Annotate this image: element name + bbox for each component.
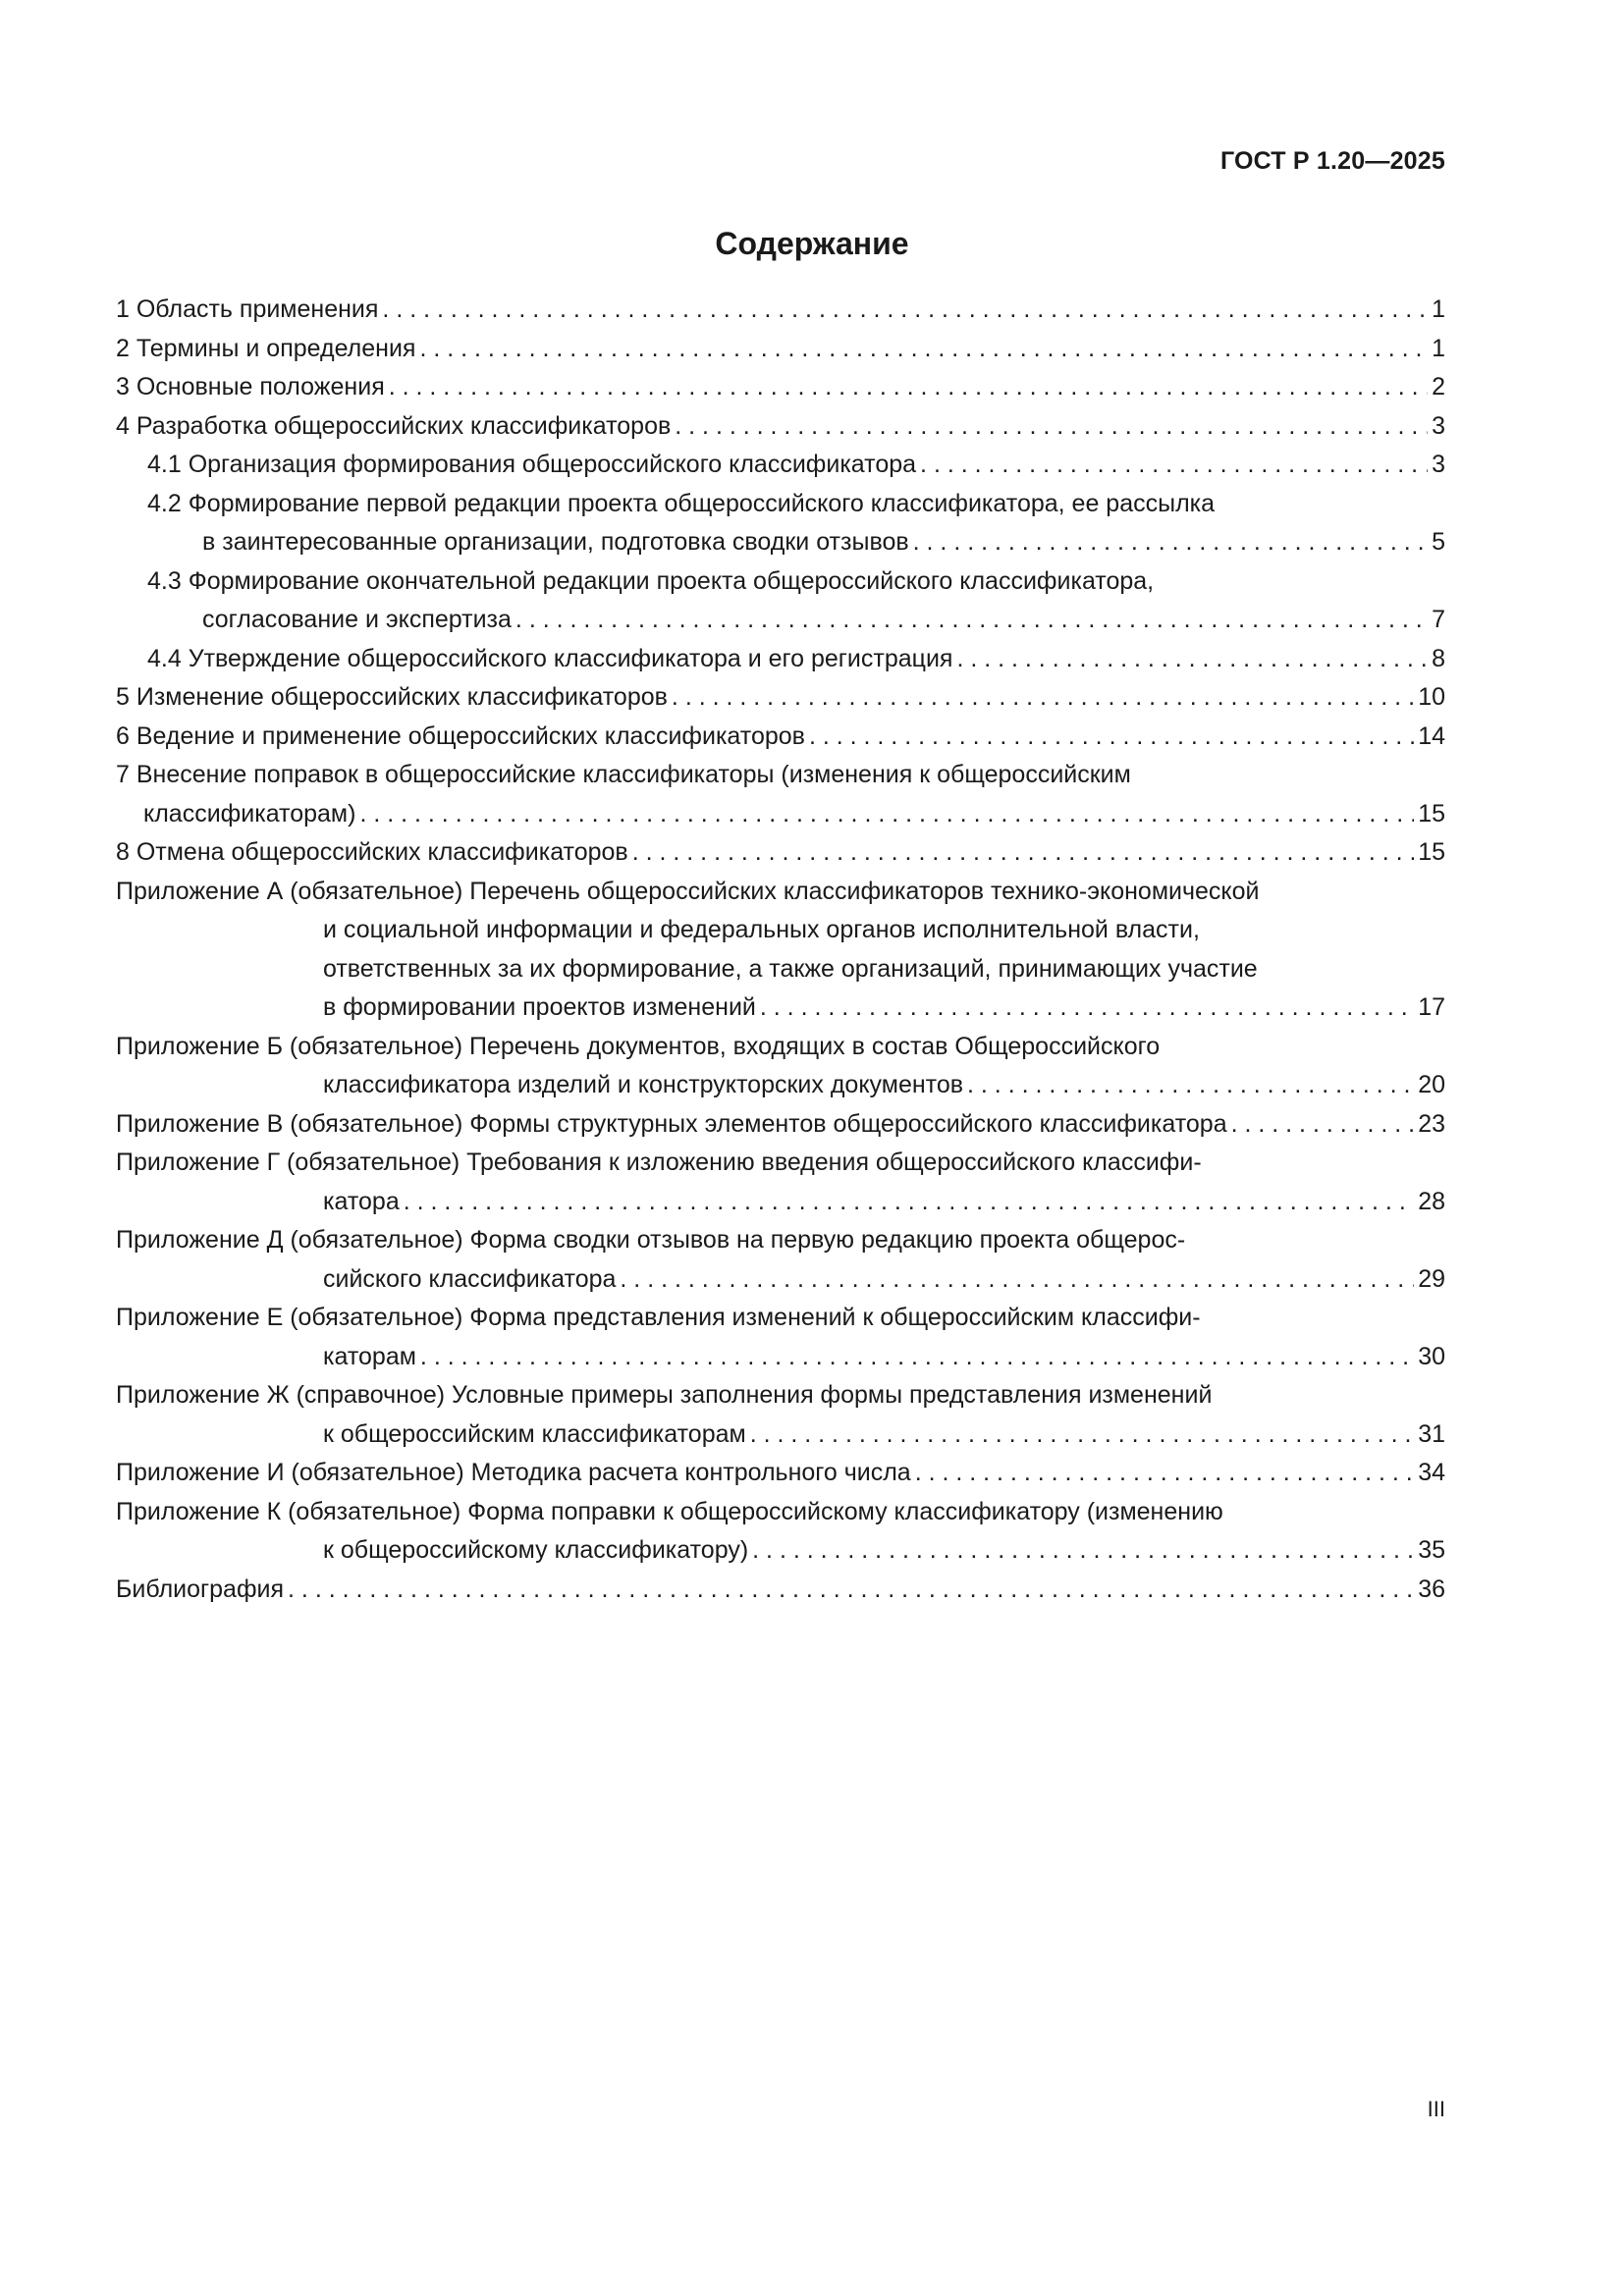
document-code: ГОСТ Р 1.20—2025	[1219, 147, 1445, 175]
toc-entry-text: Приложение Д (обязательное) Форма сводки отзывов на первую редакцию проекта общерос-	[116, 1226, 1186, 1254]
toc-entry-page: 5	[1432, 528, 1445, 556]
toc-leader-dots	[382, 291, 1428, 330]
toc-entry[interactable]	[116, 640, 1445, 679]
toc-entry-text: Приложение А (обязательное) Перечень общероссийских классификаторов технико-экономической	[116, 877, 1260, 905]
toc-leader-dots	[620, 1260, 1414, 1300]
toc-leader-dots	[809, 718, 1414, 757]
toc-entry-text: ответственных за их формирование, а также организаций, принимающих участие	[323, 954, 1258, 983]
toc-entry-page: 15	[1418, 838, 1445, 866]
toc-entry-page: 7	[1432, 606, 1445, 633]
toc-leader-dots	[920, 446, 1428, 485]
toc-entry[interactable]	[116, 291, 1445, 330]
toc-entry-page: 2	[1432, 373, 1445, 400]
toc-entry[interactable]	[116, 1571, 1445, 1610]
toc-entry-text: 8 Отмена общероссийских классификаторов	[116, 838, 628, 866]
toc-entry-text: Библиография	[116, 1575, 285, 1603]
toc-entry[interactable]	[116, 330, 1445, 369]
toc-entry[interactable]	[116, 833, 1445, 873]
toc-entry-text: 6 Ведение и применение общероссийских классификаторов	[116, 721, 805, 750]
toc-entry-page: 8	[1432, 644, 1445, 672]
toc-entry-text: Приложение В (обязательное) Формы структурных элементов общероссийского классификатора	[116, 1109, 1227, 1138]
toc-entry[interactable]	[116, 1493, 1445, 1532]
toc-leader-dots	[750, 1415, 1414, 1455]
toc-leader-dots	[760, 988, 1414, 1028]
toc-entry-text: классификаторам)	[143, 799, 356, 828]
toc-entry-page: 17	[1418, 993, 1445, 1021]
toc-entry-text: в формировании проектов изменений	[323, 993, 756, 1021]
toc-entry-text: к общероссийским классификаторам	[323, 1419, 746, 1448]
toc-leader-dots	[956, 640, 1428, 679]
toc-entry-text: Приложение К (обязательное) Форма поправки к общероссийскому классификатору (изменению	[116, 1497, 1223, 1525]
toc-entry-text: и социальной информации и федеральных органов исполнительной власти,	[323, 916, 1200, 943]
toc-entry-page: 36	[1418, 1575, 1445, 1603]
toc-leader-dots	[672, 678, 1414, 718]
toc-entry-text: катора	[323, 1187, 400, 1215]
toc-title: Содержание	[715, 226, 909, 261]
toc-entry-page: 31	[1418, 1419, 1445, 1448]
toc-entry[interactable]	[116, 678, 1445, 718]
toc-leader-dots	[288, 1571, 1414, 1610]
toc-entry-text: Приложение Б (обязательное) Перечень документов, входящих в состав Общероссийского	[116, 1032, 1161, 1060]
toc-entry[interactable]	[116, 795, 1445, 834]
toc-entry-text: 4.3 Формирование окончательной редакции проекта общероссийского классификатора,	[147, 566, 1155, 595]
toc-leader-dots	[420, 1338, 1414, 1377]
toc-entry[interactable]	[116, 950, 1445, 989]
toc-entry[interactable]	[116, 1260, 1445, 1300]
toc-entry[interactable]	[116, 1454, 1445, 1493]
toc-entry-text: 2 Термины и определения	[116, 334, 416, 362]
toc-leader-dots	[359, 795, 1414, 834]
toc-entry-page: 29	[1418, 1264, 1445, 1293]
toc-entry[interactable]	[116, 1338, 1445, 1377]
toc-entry-text: каторам	[323, 1342, 416, 1370]
page-number: III	[1427, 2097, 1445, 2121]
toc-entry-page: 23	[1418, 1109, 1445, 1138]
toc-leader-dots	[1231, 1105, 1415, 1145]
toc-entry-page: 1	[1432, 295, 1445, 323]
toc-entry-text: 4.4 Утверждение общероссийского классификатора и его регистрация	[147, 644, 953, 672]
toc-entry[interactable]	[116, 1144, 1445, 1183]
toc-leader-dots	[632, 833, 1414, 873]
toc-entry[interactable]	[116, 718, 1445, 757]
toc-entry[interactable]	[116, 988, 1445, 1028]
toc-leader-dots	[915, 1454, 1415, 1493]
toc-entry[interactable]	[116, 1221, 1445, 1260]
toc-leader-dots	[389, 368, 1428, 407]
toc-entry[interactable]	[116, 1531, 1445, 1571]
toc-entry-text: Приложение Г (обязательное) Требования к изложению введения общероссийского классифи-	[116, 1148, 1202, 1176]
toc-entry[interactable]	[116, 446, 1445, 485]
toc-entry-text: 3 Основные положения	[116, 373, 385, 400]
toc-entry-page: 15	[1418, 799, 1445, 828]
toc-entry-text: сийского классификатора	[323, 1264, 617, 1293]
toc-entry[interactable]	[116, 873, 1445, 912]
toc-entry[interactable]	[116, 601, 1445, 640]
toc-leader-dots	[404, 1183, 1414, 1222]
toc-entry[interactable]	[116, 1299, 1445, 1338]
toc-entry-page: 28	[1418, 1187, 1445, 1215]
toc-leader-dots	[752, 1531, 1414, 1571]
toc-entry-text: 1 Область применения	[116, 295, 379, 323]
toc-entry[interactable]	[116, 523, 1445, 562]
toc-leader-dots	[515, 601, 1428, 640]
toc-entry[interactable]	[116, 562, 1445, 602]
toc-entry[interactable]	[116, 368, 1445, 407]
toc-entry[interactable]	[116, 1183, 1445, 1222]
toc-entry[interactable]	[116, 1105, 1445, 1145]
toc-entry-text: Приложение Ж (справочное) Условные примеры заполнения формы представления изменений	[116, 1381, 1213, 1409]
toc-leader-dots	[419, 330, 1428, 369]
toc-entry-text: 4.2 Формирование первой редакции проекта общероссийского классификатора, ее рассылка	[147, 489, 1216, 517]
toc-entry[interactable]	[116, 1376, 1445, 1415]
toc-entry[interactable]	[116, 1415, 1445, 1455]
toc-leader-dots	[913, 523, 1428, 562]
toc-entry-page: 35	[1418, 1536, 1445, 1564]
toc-entry-page: 14	[1418, 721, 1445, 750]
toc-entry-text: 7 Внесение поправок в общероссийские классификаторы (изменения к общероссийским	[116, 761, 1131, 788]
toc-entry-page: 30	[1418, 1342, 1445, 1370]
toc-entry[interactable]	[116, 407, 1445, 447]
toc-entry-text: 5 Изменение общероссийских классификаторов	[116, 683, 668, 711]
toc-entry[interactable]	[116, 911, 1445, 950]
toc-entry-text: Приложение И (обязательное) Методика расчета контрольного числа	[116, 1459, 911, 1486]
toc-entry-page: 3	[1432, 451, 1445, 478]
toc-entry-text: Приложение Е (обязательное) Форма представления изменений к общероссийским классифи-	[116, 1304, 1201, 1331]
toc-leader-dots	[967, 1066, 1414, 1105]
toc-entry-text: согласование и экспертиза	[202, 606, 512, 633]
toc-entry[interactable]	[116, 1066, 1445, 1105]
table-of-contents	[116, 291, 1445, 1609]
toc-entry-page: 3	[1432, 411, 1445, 440]
toc-entry[interactable]	[116, 756, 1445, 795]
toc-entry-page: 34	[1418, 1459, 1445, 1486]
toc-entry[interactable]	[116, 1028, 1445, 1067]
toc-entry-text: 4.1 Организация формирования общероссийского классификатора	[147, 451, 917, 478]
toc-entry-page: 1	[1432, 334, 1445, 362]
toc-entry-page: 20	[1418, 1071, 1445, 1098]
toc-entry-text: к общероссийскому классификатору)	[323, 1536, 749, 1564]
toc-entry-text: классификатора изделий и конструкторских документов	[323, 1071, 964, 1098]
toc-entry-page: 10	[1418, 683, 1445, 711]
toc-entry-text: 4 Разработка общероссийских классификаторов	[116, 411, 672, 440]
toc-leader-dots	[675, 407, 1428, 447]
toc-entry[interactable]	[116, 485, 1445, 524]
toc-entry-text: в заинтересованные организации, подготовка сводки отзывов	[202, 528, 909, 556]
